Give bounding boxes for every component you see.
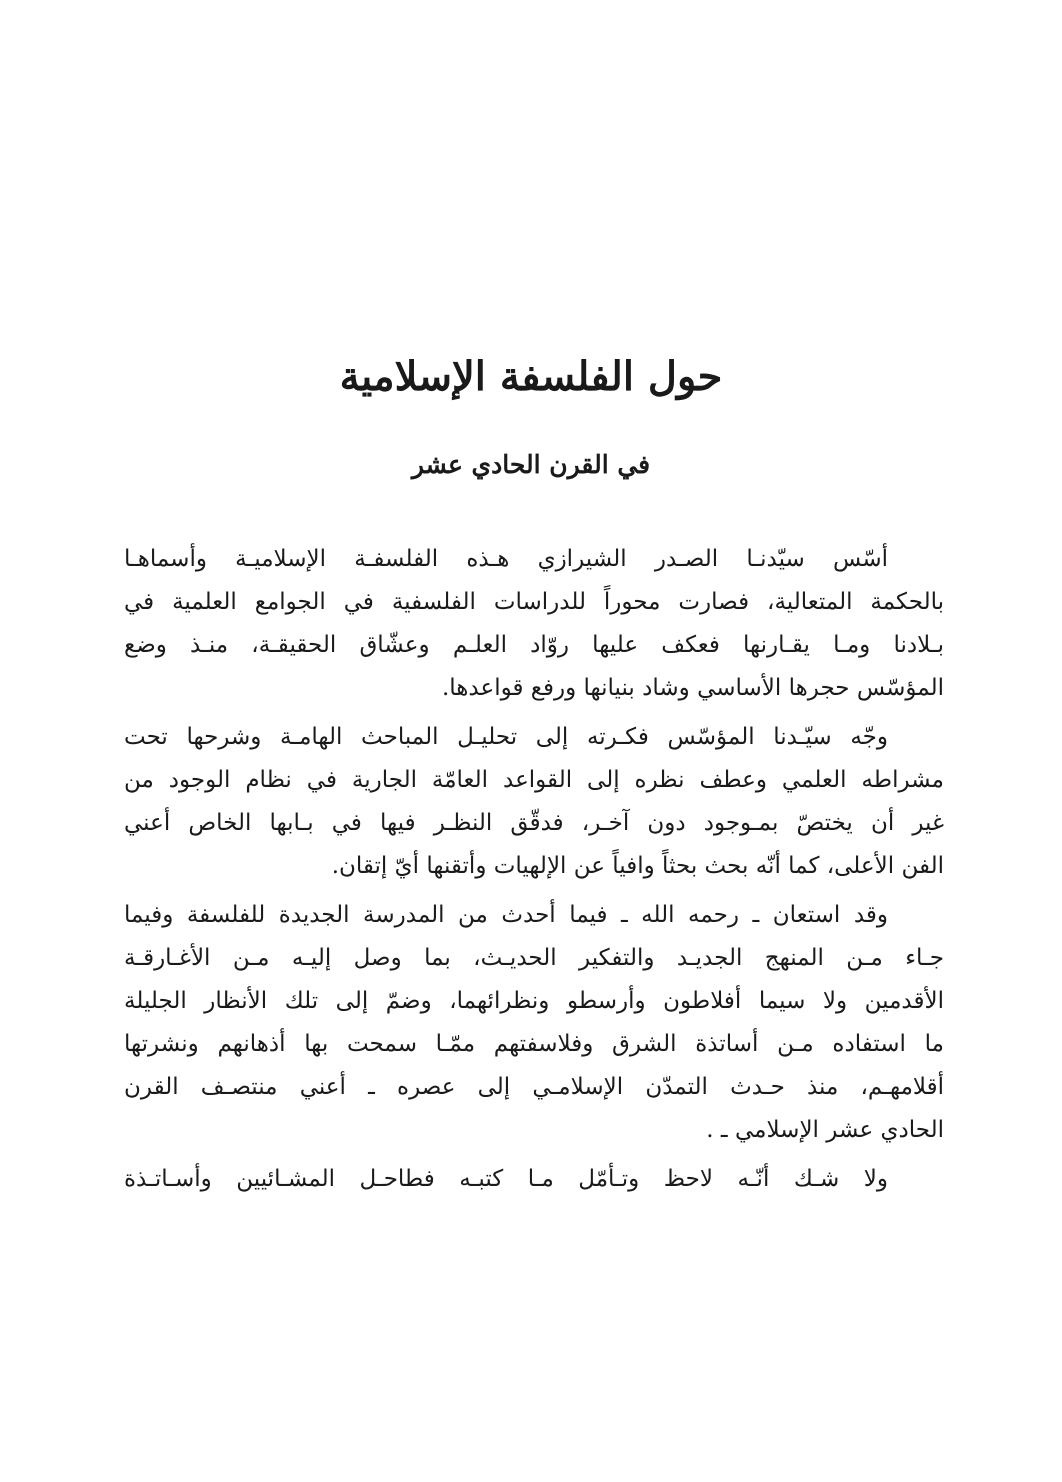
page-title: حول الفلسفة الإسلامية [339, 353, 723, 400]
text-line: غير أن يختصّ بمـوجود دون آخـر، فدقّق النظـر فيها في بـابها الخاص أعني [124, 810, 944, 836]
text-line: وقد استعان ـ رحمه الله ـ فيما أحدث من المدرسة الجديدة للفلسفة وفيما [124, 902, 888, 928]
paragraph-4 [124, 1158, 944, 1201]
text-line: بالحكمة المتعالية، فصارت محوراً للدراسات الفلسفية في الجوامع العلمية في [124, 589, 944, 615]
text-line: جـاء مـن المنهج الجديـد والتفكير الحديـث، بما وصل إليـه مـن الأغـارقـة [124, 945, 944, 971]
paragraph-2 [124, 716, 944, 888]
body-text [124, 538, 944, 1207]
text-line: أقلامهـم، منذ حـدث التمدّن الإسلامـي إلى عصره ـ أعني منتصـف القرن [124, 1074, 944, 1100]
text-line: الفن الأعلى، كما أنّه بحث بحثاً وافياً عن الإلهيات وأتقنها أيّ إتقان. [331, 853, 944, 879]
text-line: وجّه سيّـدنا المؤسّس فكـرته إلى تحليـل المباحث الهامـة وشرحها تحت [124, 724, 888, 750]
text-line: الأقدمين ولا سيما أفلاطون وأرسطو ونظرائهما، وضمّ إلى تلك الأنظار الجليلة [124, 988, 944, 1014]
text-line: مشراطه العلمي وعطف نظره إلى القواعد العامّة الجارية في نظام الوجود من [124, 767, 944, 793]
text-line: ما استفاده مـن أساتذة الشرق وفلاسفتهم ممّـا سمحت بها أذهانهم ونشرتها [124, 1031, 944, 1057]
page-subtitle: في القرن الحادي عشر [411, 450, 651, 479]
text-line: أسّس سيّدنـا الصـدر الشيرازي هـذه الفلسفـة الإسلاميـة وأسماهـا [124, 546, 888, 572]
text-line: الحادي عشر الإسلامي ـ . [706, 1117, 944, 1143]
paragraph-3 [124, 894, 944, 1152]
text-line: بـلادنا ومـا يقـارنها فعكف عليها روّاد العلـم وعشّاق الحقيقـة، منـذ وضع [124, 632, 944, 658]
text-line: ولا شـك أنّـه لاحظ وتـأمّل مـا كتبـه فطاحـل المشـائيين وأسـاتـذة [124, 1166, 888, 1192]
text-line: المؤسّس حجرها الأساسي وشاد بنيانها ورفع قواعدها. [441, 675, 944, 701]
paragraph-1 [124, 538, 944, 710]
